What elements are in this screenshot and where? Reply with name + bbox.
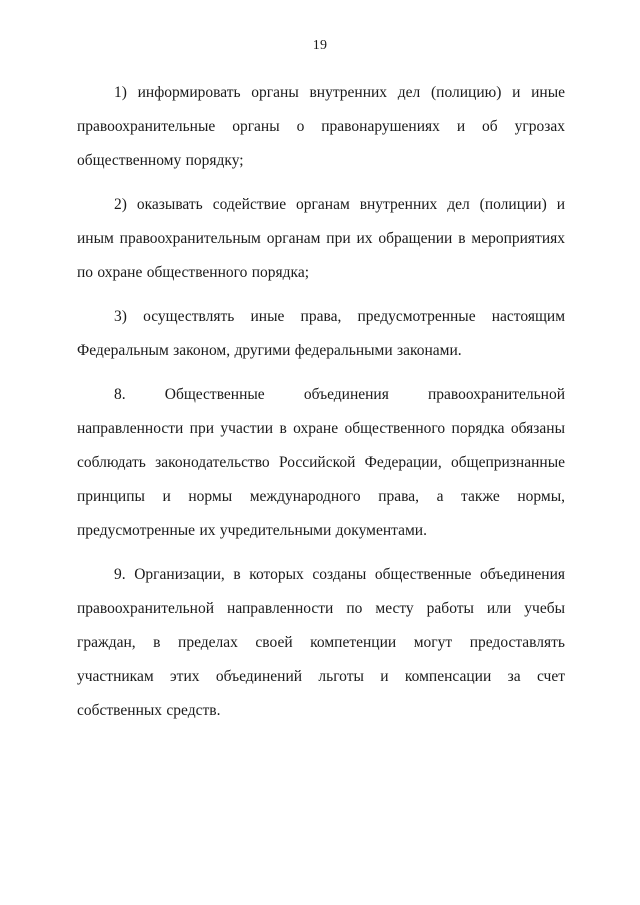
page-number: 19 (312, 38, 328, 53)
paragraph-item-3: 3) осуществлять иные права, предусмотренные настоящим Федеральным законом, другими федеральными законами. (77, 308, 565, 359)
paragraph-clause-9: 9. Организации, в которых созданы общественные объединения правоохранительной направленности по месту работы или учебы граждан, в пределах своей компетенции могут предоставлять участникам этих объединений льготы и компенсации за счет собственных средств. (77, 566, 565, 719)
paragraph-clause-8: 8. Общественные объединения правоохранительной направленности при участии в охране общественного порядка обязаны соблюдать законодательство Российской Федерации, общепризнанные принципы и нормы международного права, а также нормы, предусмотренные их учредительными документами. (77, 386, 565, 539)
paragraph-item-2: 2) оказывать содействие органам внутренних дел (полиции) и иным правоохранительным органам при их обращении в мероприятиях по охране общественного порядка; (77, 196, 565, 281)
document-body (77, 76, 565, 738)
paragraph-item-1: 1) информировать органы внутренних дел (полицию) и иные правоохранительные органы о правонарушениях и об угрозах общественному порядку; (77, 84, 565, 169)
